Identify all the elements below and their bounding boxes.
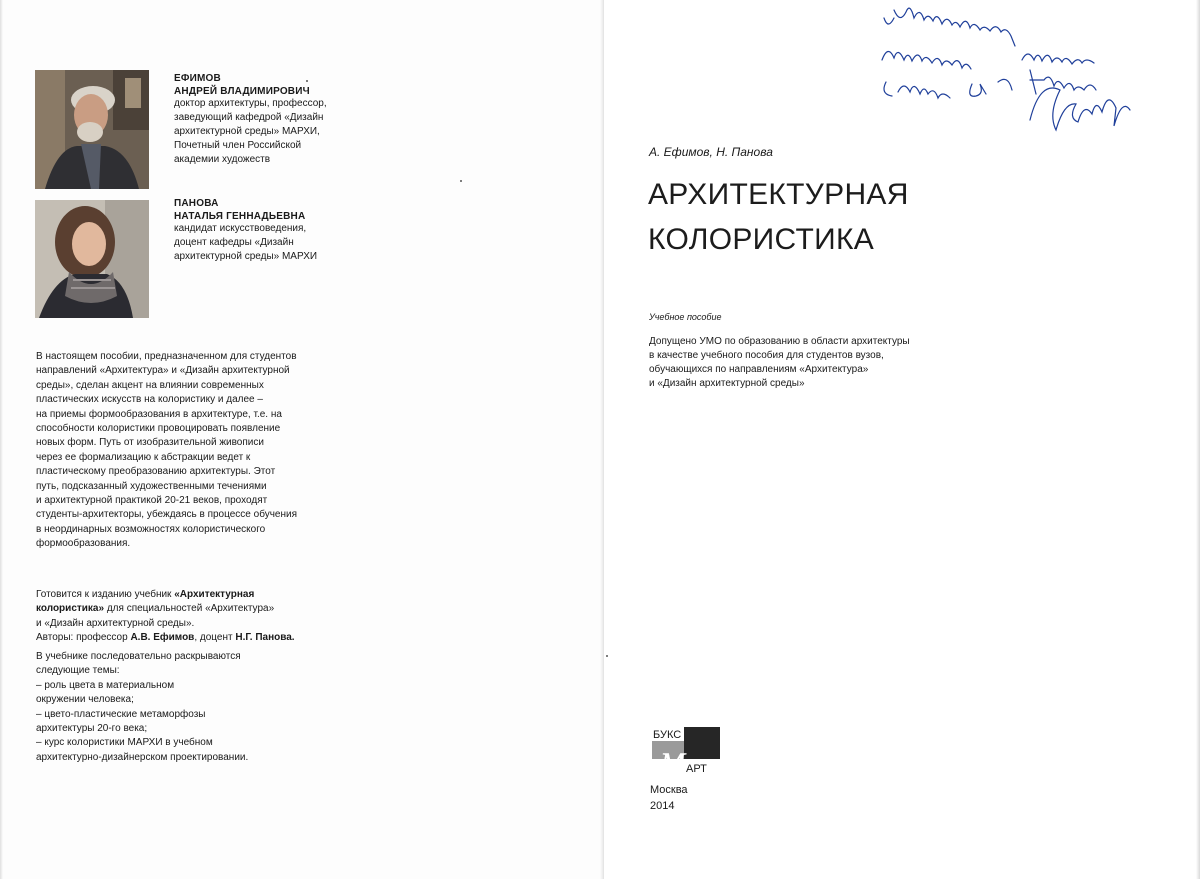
topics-list: В учебнике последовательно раскрываются следующие темы: – роль цвета в материальном окружении человека; – цвето-пластические метаморфозы архитектуры 20-го века; – курс колористики МАРХИ в учебном архитектурно-дизайнерском проектировании.	[36, 651, 249, 763]
page-edge-shadow	[1196, 0, 1200, 879]
author-name-panova: ПАНОВА НАТАЛЬЯ ГЕННАДЬЕВНА	[174, 198, 306, 222]
author-photo-panova	[35, 200, 149, 318]
book-authors: А. Ефимов, Н. Панова	[649, 145, 773, 159]
publication-city: Москва	[650, 784, 688, 796]
announcement: Готовится к изданию учебник «Архитектурная колористика» для специальностей «Архитектура» и «Дизайн архитектурной среды». Авторы: профессор А.В. Ефимов, доцент Н.Г. Панова.	[36, 589, 295, 644]
author-desc-panova: кандидат искусствоведения, доцент кафедры «Дизайн архитектурной среды» МАРХИ	[174, 223, 318, 262]
author-desc-efimov: доктор архитектуры, профессор, заведующий кафедрой «Дизайн архитектурной среды» МАРХИ, Почетный член Российской академии художеств	[174, 98, 327, 165]
book-description: В настоящем пособии, предназначенном для студентов направлений «Архитектура» и «Дизайн архитектурной среды», сделан акцент на влиянии современных пластических искусств на колористику и далее – на приемы формообразования в архитектуре, т.е. на способности колористики провоцировать появление новых форм. Путь от изобразительной живописи через ее формализацию к абстракции ведет к пластическому преобразованию архитектуры. Этот путь, подсказанный художественными течениями и архитектурной практикой 20-21 веков, проходят студенты-архитекторы, убеждаясь в процессе обучения в неординарных возможностях колористического формообразования.	[36, 351, 298, 550]
scan-speck	[606, 655, 608, 657]
scan-speck	[460, 180, 462, 182]
publisher-logo-top: БУКС	[653, 729, 682, 741]
page-edge-shadow	[0, 0, 3, 879]
publisher-logo-letter: М	[660, 747, 685, 775]
approval-statement: Допущено УМО по образованию в области архитектуры в качестве учебного пособия для студентов вузов, обучающихся по направлениям «Архитектура» и «Дизайн архитектурной среды»	[649, 336, 910, 389]
book-subtitle: Учебное пособие	[649, 312, 722, 322]
book-title: АРХИТЕКТУРНАЯ КОЛОРИСТИКА	[648, 178, 909, 256]
publisher-logo	[650, 727, 722, 775]
author-photo-efimov	[35, 70, 149, 189]
author-name-efimov: ЕФИМОВ АНДРЕЙ ВЛАДИМИРОВИЧ	[174, 73, 310, 97]
scan-speck	[306, 80, 308, 82]
publication-year: 2014	[650, 800, 675, 812]
publisher-logo-bottom: АРТ	[686, 763, 707, 775]
handwritten-dedication-signature	[880, 0, 1180, 150]
